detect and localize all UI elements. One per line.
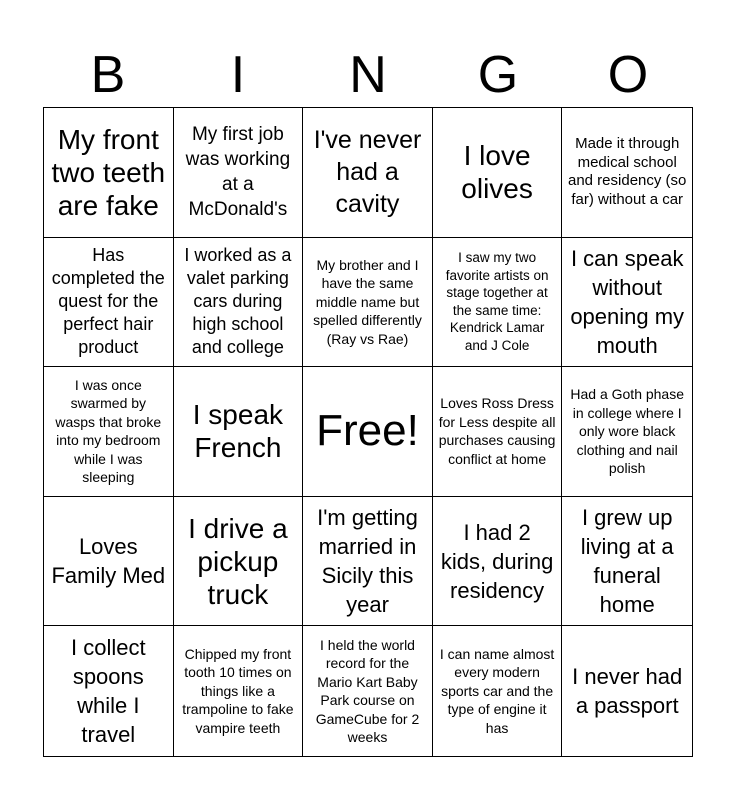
header-letter-n: N — [349, 46, 387, 104]
bingo-cell-text: I worked as a valet parking cars during high school and college — [184, 245, 292, 358]
bingo-cell-2-4[interactable] — [433, 238, 563, 368]
bingo-cell-text: I saw my two favorite artists on stage together at the same time: Kendrick Lamar and J Cole — [445, 250, 549, 353]
bingo-cell-1-4[interactable] — [433, 108, 563, 238]
bingo-cell-3-4[interactable] — [433, 367, 563, 497]
bingo-cell-text: I was once swarmed by wasps that broke into my bedroom while I was sleeping — [55, 376, 162, 486]
bingo-cell-text: I speak French — [192, 399, 284, 464]
bingo-cell-5-1[interactable] — [44, 626, 174, 756]
bingo-cell-text: Made it through medical school and residency (so far) without a car — [567, 135, 687, 208]
bingo-cell-2-2[interactable] — [174, 238, 304, 368]
bingo-cell-4-4[interactable] — [433, 497, 563, 627]
bingo-cell-5-5[interactable] — [562, 626, 692, 756]
free-space-label: Free! — [316, 406, 419, 456]
header-letter-b: B — [90, 46, 126, 104]
bingo-cell-text: I never had a passport — [572, 664, 683, 719]
bingo-cell-text: I can name almost every modern sports car and the type of engine it has — [439, 645, 555, 736]
bingo-cell-1-3[interactable] — [303, 108, 433, 238]
bingo-cell-4-1[interactable] — [44, 497, 174, 627]
bingo-cell-text: I love olives — [461, 140, 533, 205]
bingo-cell-text: I grew up living at a funeral home — [580, 505, 674, 618]
bingo-cell-4-2[interactable] — [174, 497, 304, 627]
bingo-cell-2-3[interactable] — [303, 238, 433, 368]
bingo-cell-4-3[interactable] — [303, 497, 433, 627]
bingo-cell-text: Loves Family Med — [51, 534, 166, 589]
bingo-cell-text: My brother and I have the same middle name but spelled differently (Ray vs Rae) — [313, 256, 422, 347]
header-letter-i: I — [230, 46, 246, 104]
bingo-cell-4-5[interactable] — [562, 497, 692, 627]
bingo-cell-text: My first job was working at a McDonald's — [185, 124, 291, 221]
bingo-grid — [43, 107, 693, 757]
bingo-cell-1-1[interactable] — [44, 108, 174, 238]
bingo-cell-3-5[interactable] — [562, 367, 692, 497]
bingo-cell-1-5[interactable] — [562, 108, 692, 238]
bingo-cell-text: Had a Goth phase in college where I only wore black clothing and nail polish — [570, 386, 685, 477]
bingo-cell-5-4[interactable] — [433, 626, 563, 756]
bingo-cell-text: I can speak without opening my mouth — [570, 245, 685, 358]
bingo-cell-3-2[interactable] — [174, 367, 304, 497]
bingo-cell-text: Has completed the quest for the perfect hair product — [51, 245, 165, 358]
bingo-cell-5-2[interactable] — [174, 626, 304, 756]
bingo-cell-free[interactable] — [303, 367, 433, 497]
bingo-cell-text: I collect spoons while I travel — [71, 635, 146, 748]
header-letter-g: G — [477, 46, 519, 104]
bingo-cell-text: I'm getting married in Sicily this year — [317, 505, 418, 618]
bingo-cell-text: Loves Ross Dress for Less despite all purchases causing conflict at home — [438, 395, 556, 467]
bingo-cell-5-3[interactable] — [303, 626, 433, 756]
bingo-cell-3-1[interactable] — [44, 367, 174, 497]
bingo-cell-2-1[interactable] — [44, 238, 174, 368]
bingo-cell-2-5[interactable] — [562, 238, 692, 368]
bingo-cell-text: My front two teeth are fake — [51, 123, 166, 221]
bingo-cell-text: I had 2 kids, during residency — [440, 519, 554, 603]
header-letter-o: O — [607, 46, 649, 104]
bingo-cell-text: I held the world record for the Mario Kart Baby Park course on GameCube for 2 weeks — [315, 636, 420, 746]
bingo-cell-text: I drive a pickup truck — [188, 512, 288, 610]
bingo-header — [43, 44, 693, 106]
bingo-cell-1-2[interactable] — [174, 108, 304, 238]
bingo-cell-text: Chipped my front tooth 10 times on things like a trampoline to fake vampire teeth — [182, 645, 294, 736]
bingo-cell-text: I've never had a cavity — [313, 126, 422, 219]
